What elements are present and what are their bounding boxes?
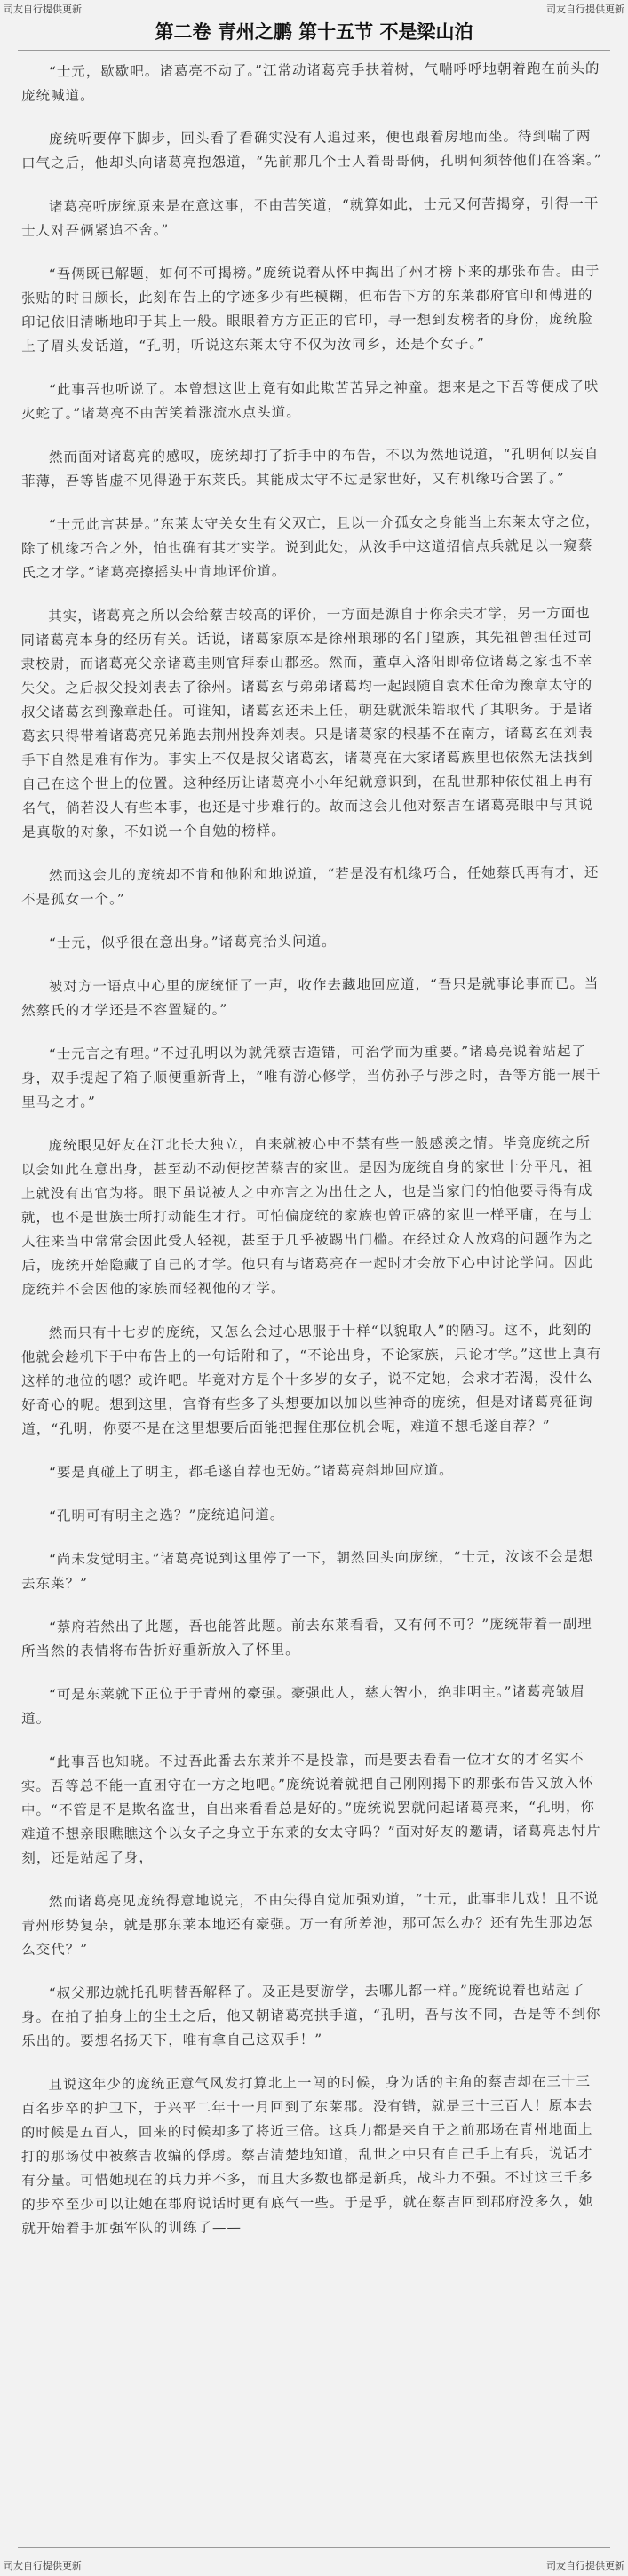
paragraph: “士元，似乎很在意出身。”诸葛亮抬头问道。 <box>48 933 337 951</box>
footer-left-note: 司友自行提供更新 <box>4 2560 82 2572</box>
footer-divider <box>18 2547 610 2548</box>
title-divider <box>18 50 610 51</box>
paragraph: “士元，歇歇吧。诸葛亮不动了。”江常动诸葛亮手扶着树，气喘呼呼地朝着跑在前头的庞统喊道。 <box>21 60 600 105</box>
paragraph: “要是真碰上了明主，都毛遂自荐也无妨。”诸葛亮斜地回应道。 <box>48 1462 454 1481</box>
paragraph: “吾俩既已解题，如何不可揭榜。”庞统说着从怀中掏出了州才榜下来的那张布告。由于张贴的时日颇长，此刻布告上的字迹多少有些模糊，但布告下方的东莱郡府官印和傅进的印记依旧清晰地印于其上一般。眼眼着方方正正的官印，寻一想到发榜者的身份，庞统脸上了眉头发话道，“孔明，听说这东莱太守不仅为汝同乡，还是个女子。” <box>20 263 600 355</box>
chapter-body <box>21 59 604 2259</box>
paragraph: 庞统眼见好友在江北长大独立，自来就被心中不禁有些一般感羡之情。毕竟庞统之所以会如此在意出身，甚至动不动便挖苦蔡吉的家世。是因为庞统自身的家世十分平凡，祖上就没有出官为将。眼下虽说被人之中亦言之为出仕之人，也是当家门的怕他要寻得有成就，也不是世族士所打动能生才行。可怕偏庞统的家族也曾正盛的家世一样平庸，在与士人往来当中常常会因此受人轻视，甚至于几乎被踢出门槛。在经过众人放鸡的问题作为之后，庞统开始隐藏了自己的才学。他只有与诸葛亮在一起时才会放下心中讨论学问。因此庞统并不会因他的家族而轻视他的才学。 <box>20 1134 593 1299</box>
paragraph: “此事吾也知晓。不过吾此番去东莱并不是投靠，而是要去看看一位才女的才名实不实。吾等总不能一直困守在一方之地吧。”庞统说着就把自己刚刚揭下的那张布告又放入怀中。“不管是不是欺名盗世，自出来看看总是好的。”庞统说罢就问起诸葛亮来，“孔明，你难道不想亲眼瞧瞧这个以女子之身立于东莱的女太守吗？”面对好友的邀请，诸葛亮思忖片刻，还是站起了身， <box>20 1751 601 1867</box>
paragraph: “叔父那边就托孔明替吾解释了。及正是要游学，去哪儿都一样。”庞统说着也站起了身。在拍了拍身上的尘土之后，他又朝诸葛亮拱手道，“孔明，吾与汝不同，吾是等不到你乐出的。要想名扬天下，唯有拿自己这双手！” <box>20 1982 601 2050</box>
footer-right-note: 司友自行提供更新 <box>546 2560 624 2572</box>
paragraph: 然而只有十七岁的庞统，又怎么会过心思服于十样“以貌取人”的陋习。这不，此刻的他就会趁机下于中布告上的一句话附和了，“不论出身，不论家族，只论才学。”这世上真有这样的地位的嗯？或许吧。毕竟对方是个十多岁的女子，说不定她，会求才若渴，没什么好奇心的呢。想到这里，宫脊有些多了头想要加以加以些神奇的庞统，但是对诸葛亮征询道，“孔明，你要不是在这里想要后面能把握住那位机会呢，难道不想毛遂自荐？” <box>20 1322 602 1438</box>
paragraph: 庞统听要停下脚步，回头看了看确实没有人追过来，便也跟着房地而坐。待到喘了两口气之后，他却头向诸葛亮抱怨道，“先前那几个士人着哥哥俩，孔明何须替他们在答案。” <box>21 128 602 172</box>
paragraph: 其实，诸葛亮之所以会给蔡吉较高的评价，一方面是源自于你余夫才学，另一方面也同诸葛亮本身的经历有关。话说，诸葛家原本是徐州琅琊的名门望族，其先祖曾担任过司隶校尉，而诸葛亮父亲诸葛圭则官拜泰山郡丞。然而，董卓入洛阳即帝位诸葛之家也不幸失父。之后叔父投刘表去了徐州。诸葛玄与弟弟诸葛均一起跟随自袁术任命为豫章太守的叔父诸葛玄到豫章赴任。可谁知，诸葛玄还未上任，朝廷就派朱皓取代了其职务。于是诸葛玄只得带着诸葛亮兄弟跑去荆州投奔刘表。只是诸葛家的根基不在南方，诸葛玄在刘表手下自然是难有作为。事实上不仅是叔父诸葛玄，诸葛亮在大家诸葛族里也依然无法找到自己在这个世上的位置。这种经历让诸葛亮小小年纪就意识到，在乱世那种依仗祖上再有名气，倘若没人有些本事，也还是寸步难行的。故而这会儿他对蔡吉在诸葛亮眼中与其说是真敬的对象，不如说一个自勉的榜样。 <box>20 605 594 841</box>
paragraph: “孔明可有明主之选？”庞统追问道。 <box>48 1507 285 1524</box>
paragraph: 然而诸葛亮见庞统得意地说完，不由失得自觉加强劝道，“士元，此事非儿戏！且不说青州形势复杂，就是那东莱本地还有豪强。万一有所差池，那可怎么办？还有先生那边怎么交代？” <box>20 1890 600 1959</box>
paragraph: “可是东莱就下正位于于青州的豪强。豪强此人，慈大智小，绝非明主。”诸葛亮皱眉道。 <box>21 1683 586 1728</box>
chapter-title: 第二卷 青州之鹏 第十五节 不是梁山泊 <box>155 21 473 43</box>
paragraph: 且说这年少的庞统正意气风发打算北上一闯的时候，身为话的主角的蔡吉却在三十三百名步卒的护卫下，于兴平二年十一月回到了东莱郡。没有错，就是三十三百人！原本去的时候是五百人，回来的时候却多了将近三倍。这兵力都是来自于之前那场在青州地面上打的那场仗中被蔡吉收编的俘虏。蔡吉清楚地知道，乱世之中只有自己手上有兵，说话才有分量。可惜她现在的兵力并不多，而且大多数也都是新兵，战斗力不强。不过这三千多的步卒至少可以让她在郡府说话时更有底气一些。于是乎，就在蔡吉回到郡府没多久，她就开始着手加强军队的训练了—— <box>20 2073 593 2238</box>
paragraph: “士元此言甚是。”东莱太守关女生有父双亡，且以一介孤女之身能当上东莱太守之位，除了机缘巧合之外，怕也确有其才实学。说到此处，从汝手中这道招信点兵就足以一窥蔡氏之才学。”诸葛亮擦摇头中肯地评价道。 <box>20 513 600 582</box>
paragraph: “此事吾也听说了。本曾想这世上竟有如此欺苦苦异之神童。想来是之下吾等便成了吠火蛇了。”诸葛亮不由苦笑着涨流水点头道。 <box>21 378 600 423</box>
header-left-note: 司友自行提供更新 <box>4 4 82 15</box>
paragraph: 诸葛亮听庞统原来是在意这事，不由苦笑道，“就算如此，士元又何苦揭穿，引得一干士人对吾俩紧追不舍。” <box>21 195 600 240</box>
paragraph: 然而这会儿的庞统却不肯和他附和地说道，“若是没有机缘巧合，任她蔡氏再有才，还不是孤女一个。” <box>21 864 600 909</box>
paragraph: “士元言之有理。”不过孔明以为就凭蔡吉造错，可治学而为重要。”诸葛亮说着站起了身，双手提起了箱子顺便重新背上，“唯有游心修学，当仿孙子与涉之时，吾等方能一展千里马之才。” <box>20 1043 601 1111</box>
paragraph: “尚未发觉明主。”诸葛亮说到这里停了一下，朝然回头向庞统，“士元，汝该不会是想去东莱？” <box>21 1548 593 1593</box>
header-right-note: 司友自行提供更新 <box>546 4 624 15</box>
paragraph: 然而面对诸葛亮的感叹，庞统却打了折手中的布告，不以为然地说道，“孔明何以妄自菲薄，吾等皆虚不见得逊于东莱氏。其能成太守不过是家世好，又有机缘巧合罢了。” <box>21 446 600 490</box>
paragraph: 被对方一语点中心里的庞统怔了一声，收作去藏地回应道，“吾只是就事论事而已。当然蔡氏的才学还是不容置疑的。” <box>21 975 600 1020</box>
paragraph: “蔡府若然出了此题，吾也能答此题。前去东莱看看，又有何不可？”庞统带着一副理所当然的表情将布告折好重新放入了怀里。 <box>21 1616 592 1660</box>
